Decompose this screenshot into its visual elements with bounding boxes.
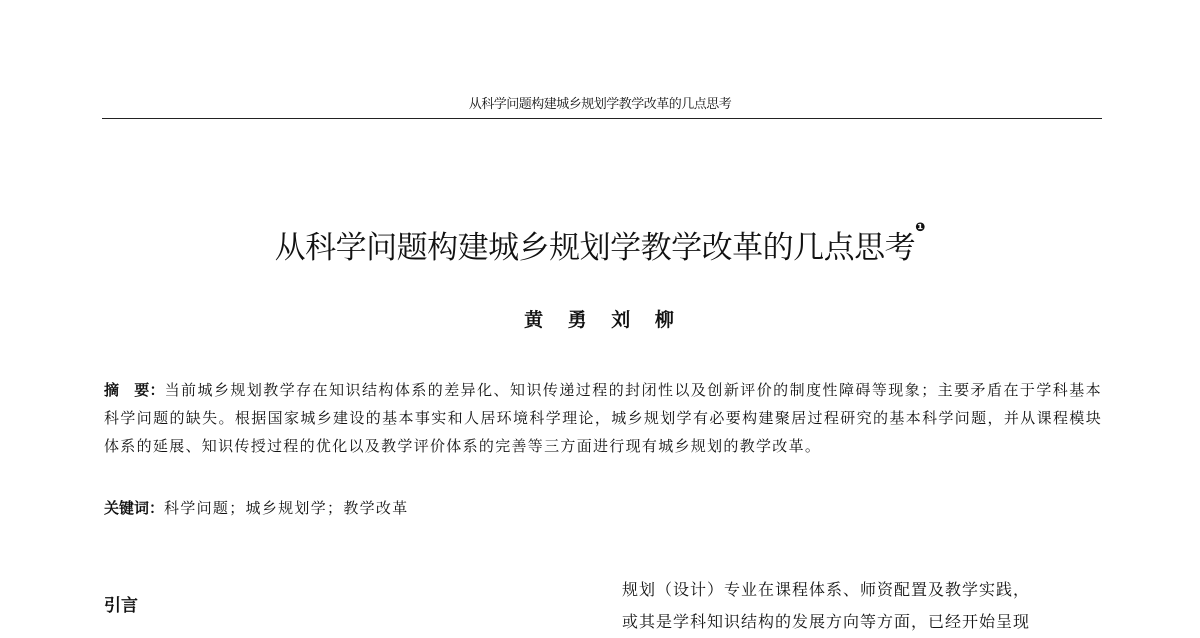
keywords-label: 关键词： [104, 499, 165, 517]
body-line: 或其是学科知识结构的发展方向等方面，已经开始呈现 [622, 612, 1031, 631]
body-line: 规划（设计）专业在课程体系、师资配置及教学实践， [622, 580, 1031, 599]
header-rule [102, 118, 1102, 119]
title-block [0, 222, 1200, 267]
title-footnote-mark[interactable]: ❶ [915, 220, 926, 234]
keywords [104, 496, 1102, 520]
abstract [104, 376, 1102, 460]
paper-title: 从科学问题构建城乡规划学教学改革的几点思考 [274, 230, 916, 266]
abstract-text: 当前城乡规划教学存在知识结构体系的差异化、知识传递过程的封闭性以及创新评价的制度性障碍等现象；主要矛盾在于学科基本科学问题的缺失。根据国家城乡建设的基本事实和人居环境科学理论，城乡规划学有必要构建聚居过程研究的基本科学问题，并从课程模块体系的延展、知识传授过程的优化以及教学评价体系的完善等三方面进行现有城乡规划的教学改革。 [104, 381, 1102, 455]
body-text-right-column [622, 574, 1104, 638]
authors: 黄 勇 刘 柳 [524, 309, 676, 331]
abstract-label: 摘 要： [104, 381, 165, 399]
keywords-text: 科学问题；城乡规划学；教学改革 [164, 499, 409, 517]
section-heading-introduction: 引言 [104, 596, 138, 616]
running-header: 从科学问题构建城乡规划学教学改革的几点思考 [468, 97, 732, 112]
